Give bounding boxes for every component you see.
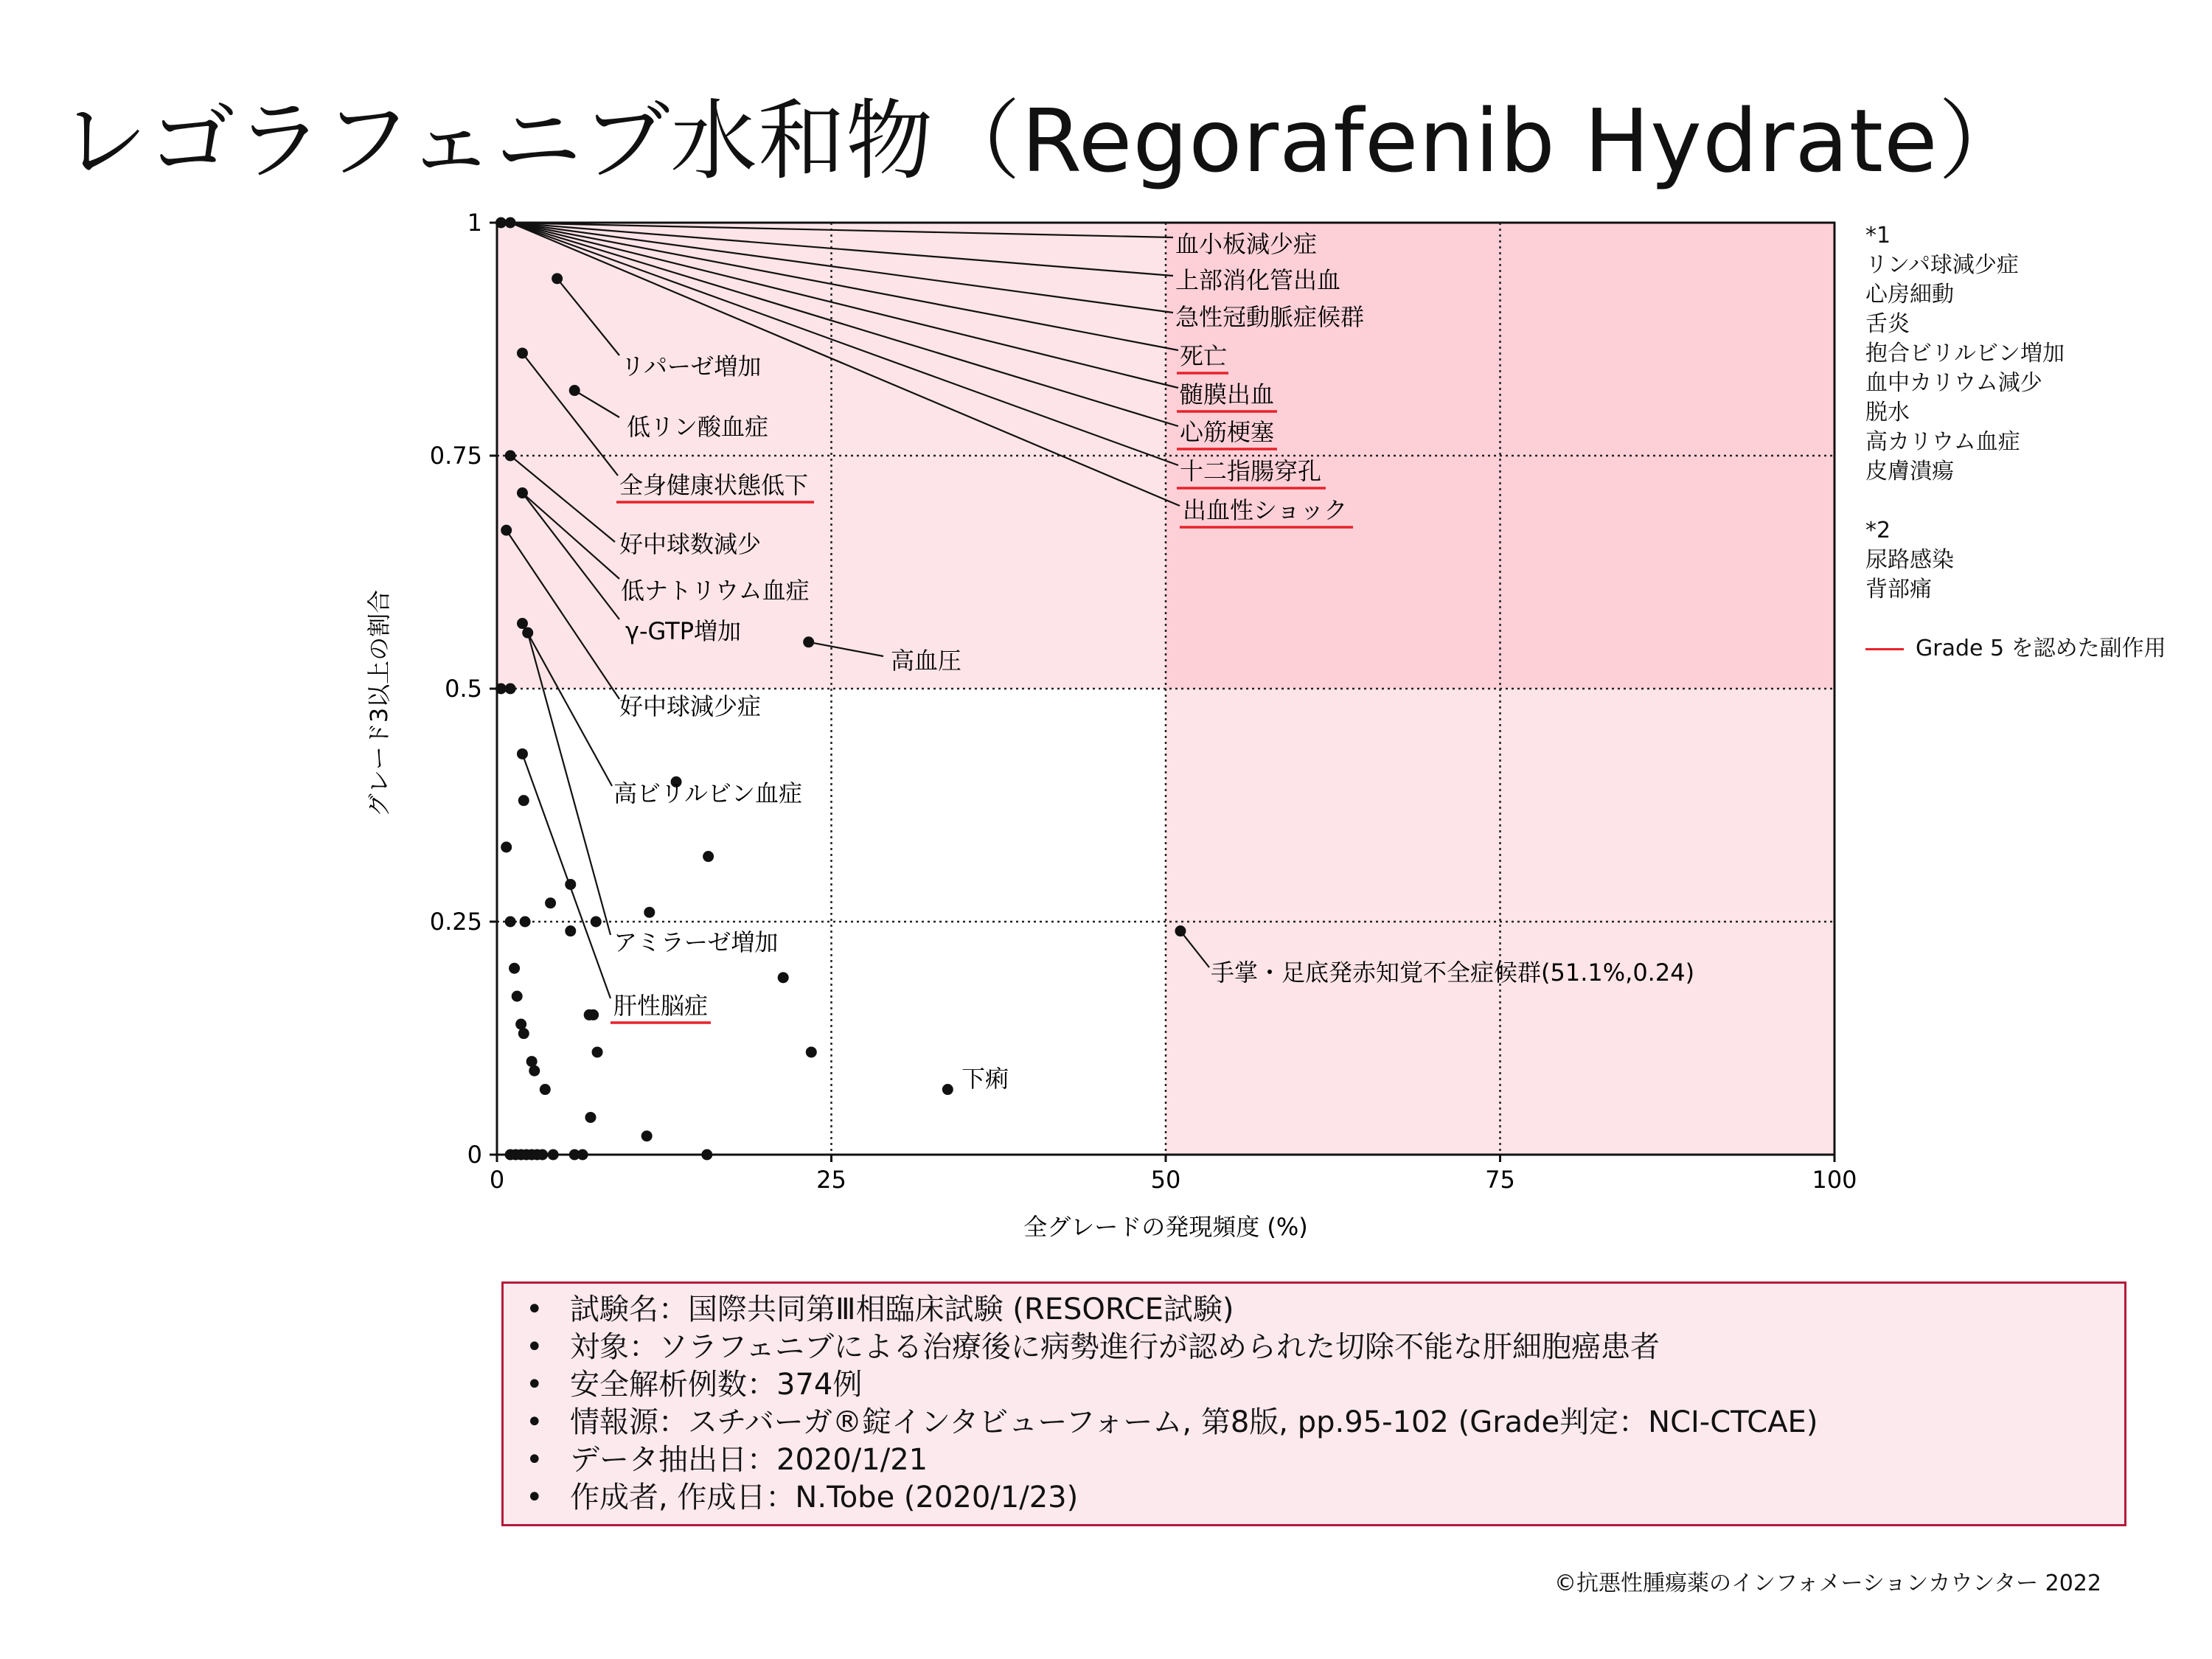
bullet-icon: • [526, 1368, 543, 1402]
info-text: 安全解析例数：374例 [570, 1368, 863, 1402]
x-axis-label: 全グレードの発現頻度 (%) [1023, 1213, 1308, 1241]
info-item [526, 1479, 2124, 1517]
annotation-label: 髄膜出血 [1180, 380, 1275, 408]
data-point [517, 347, 528, 358]
y-tick-label: 0.5 [445, 675, 482, 703]
data-point [509, 963, 520, 974]
info-item [526, 1291, 2124, 1329]
note-1-item: 皮膚潰瘍 [1865, 459, 1954, 484]
info-item [526, 1441, 2124, 1479]
data-point [585, 1112, 596, 1123]
y-axis-label: グレード3以上の割合 [365, 589, 393, 818]
bullet-icon: • [526, 1405, 543, 1439]
data-point [806, 1046, 817, 1057]
annotation-label: 高血圧 [891, 647, 962, 675]
data-point [592, 1046, 603, 1057]
annotation-label: 低ナトリウム血症 [621, 577, 810, 605]
info-text: 作成者, 作成日：N.Tobe (2020/1/23) [570, 1481, 1079, 1514]
y-tick-label: 1 [467, 209, 482, 237]
data-point [505, 451, 516, 462]
note-2-item: 背部痛 [1865, 577, 1932, 602]
annotation-label: 手掌・足底発赤知覚不全症候群(51.1%,0.24) [1211, 959, 1695, 987]
data-point [505, 917, 516, 928]
x-tick-label: 0 [489, 1166, 505, 1194]
note-1-item: 抱合ビリルビン増加 [1865, 341, 2065, 366]
note-1-item: 高カリウム血症 [1865, 429, 2020, 455]
note-1-item: 脱水 [1865, 400, 1910, 425]
data-point [517, 748, 528, 759]
note-2-item: 尿路感染 [1865, 547, 1954, 573]
annotation-label: 高ビリルビン血症 [613, 779, 803, 807]
annotation-label: 好中球減少症 [619, 692, 762, 720]
data-point [518, 795, 529, 806]
data-point [644, 907, 655, 918]
info-item [526, 1404, 2124, 1441]
data-point [701, 1150, 712, 1161]
data-point [545, 897, 556, 908]
note-2-block [1865, 516, 2166, 605]
data-point [565, 879, 576, 890]
x-tick-label: 50 [1150, 1166, 1181, 1194]
x-tick-label: 25 [816, 1166, 846, 1194]
data-point [588, 1009, 599, 1020]
annotation-label: リパーゼ増加 [621, 352, 762, 380]
data-point [577, 1150, 588, 1161]
bullet-icon: • [526, 1293, 543, 1326]
info-item [526, 1366, 2124, 1404]
bullet-icon: • [526, 1330, 543, 1364]
annotation-label: 血小板減少症 [1175, 230, 1318, 258]
annotation-label: 十二指腸穿孔 [1180, 457, 1322, 485]
annotation-label: 全身健康状態低下 [619, 471, 809, 499]
bullet-icon: • [526, 1443, 543, 1477]
side-notes [1865, 221, 2166, 664]
data-point [942, 1084, 953, 1095]
y-tick-label: 0.75 [429, 442, 482, 470]
annotation-label: 心筋梗塞 [1180, 418, 1275, 446]
bullet-icon: • [526, 1481, 543, 1514]
note-1-block [1865, 221, 2166, 487]
data-point [520, 917, 531, 928]
data-point [548, 1150, 559, 1161]
annotation-label: 下痢 [961, 1065, 1009, 1093]
info-text: 情報源：スチバーガ®錠インタビューフォーム, 第8版, pp.95-102 (Grade判定：NCI-CTCAE) [570, 1405, 1818, 1439]
annotation-label: γ-GTP増加 [625, 617, 741, 645]
note-2-header: *2 [1865, 518, 1891, 543]
data-point [526, 1056, 538, 1067]
copyright: ©抗悪性腫瘍薬のインフォメーションカウンター 2022 [1554, 1571, 2101, 1596]
data-point [529, 1065, 540, 1077]
data-point [591, 917, 602, 928]
data-point [505, 218, 516, 229]
legend-label: Grade 5 を認めた副作用 [1916, 636, 2166, 661]
data-point [641, 1130, 653, 1141]
note-1-item: リンパ球減少症 [1865, 252, 2019, 278]
page-title: レゴラフェニブ水和物（Regorafenib Hydrate） [60, 90, 2026, 192]
y-tick-label: 0.25 [429, 908, 482, 936]
data-point [518, 1028, 529, 1039]
data-point [565, 925, 576, 936]
data-point [803, 636, 814, 647]
annotation-label: 急性冠動脈症候群 [1175, 303, 1365, 331]
annotation-label: 死亡 [1180, 342, 1228, 370]
data-point [501, 525, 512, 536]
info-text: 試験名：国際共同第Ⅲ相臨床試験 (RESORCE試験) [570, 1293, 1234, 1326]
data-point [501, 841, 512, 852]
grade5-legend-swatch [1865, 648, 1904, 650]
data-point [778, 972, 789, 983]
y-tick-label: 0 [467, 1141, 482, 1169]
annotation-label: 好中球数減少 [619, 530, 762, 558]
legend [1865, 634, 2166, 664]
annotation-label: 出血性ショック [1183, 496, 1348, 524]
info-text: 対象：ソラフェニブによる治療後に病勢進行が認められた切除不能な肝細胞癌患者 [570, 1330, 1660, 1364]
note-1-header: *1 [1865, 223, 1891, 248]
data-point [517, 487, 528, 498]
x-tick-label: 100 [1812, 1166, 1857, 1194]
annotation-leader [522, 754, 611, 998]
data-point [505, 684, 516, 695]
note-1-item: 舌炎 [1865, 311, 1910, 337]
x-tick-label: 75 [1485, 1166, 1515, 1194]
annotation-label: 上部消化管出血 [1175, 266, 1341, 294]
study-info-list [526, 1291, 2124, 1517]
data-point [540, 1084, 551, 1095]
info-item [526, 1329, 2124, 1366]
data-point [569, 385, 580, 396]
data-point [515, 1019, 526, 1030]
note-1-item: 心房細動 [1865, 282, 1954, 307]
data-point [512, 991, 523, 1002]
info-text: データ抽出日：2020/1/21 [570, 1443, 928, 1477]
data-point [703, 851, 714, 862]
annotation-label: 肝性脳症 [613, 992, 709, 1020]
study-info-box [501, 1281, 2126, 1526]
note-1-item: 血中カリウム減少 [1865, 370, 2042, 396]
annotation-label: 低リン酸血症 [627, 413, 769, 441]
annotation-label: アミラーゼ増加 [613, 928, 779, 956]
data-point [537, 1150, 548, 1161]
data-point [517, 618, 528, 629]
data-point [522, 627, 533, 639]
data-point [552, 273, 563, 284]
data-point [1175, 925, 1186, 936]
